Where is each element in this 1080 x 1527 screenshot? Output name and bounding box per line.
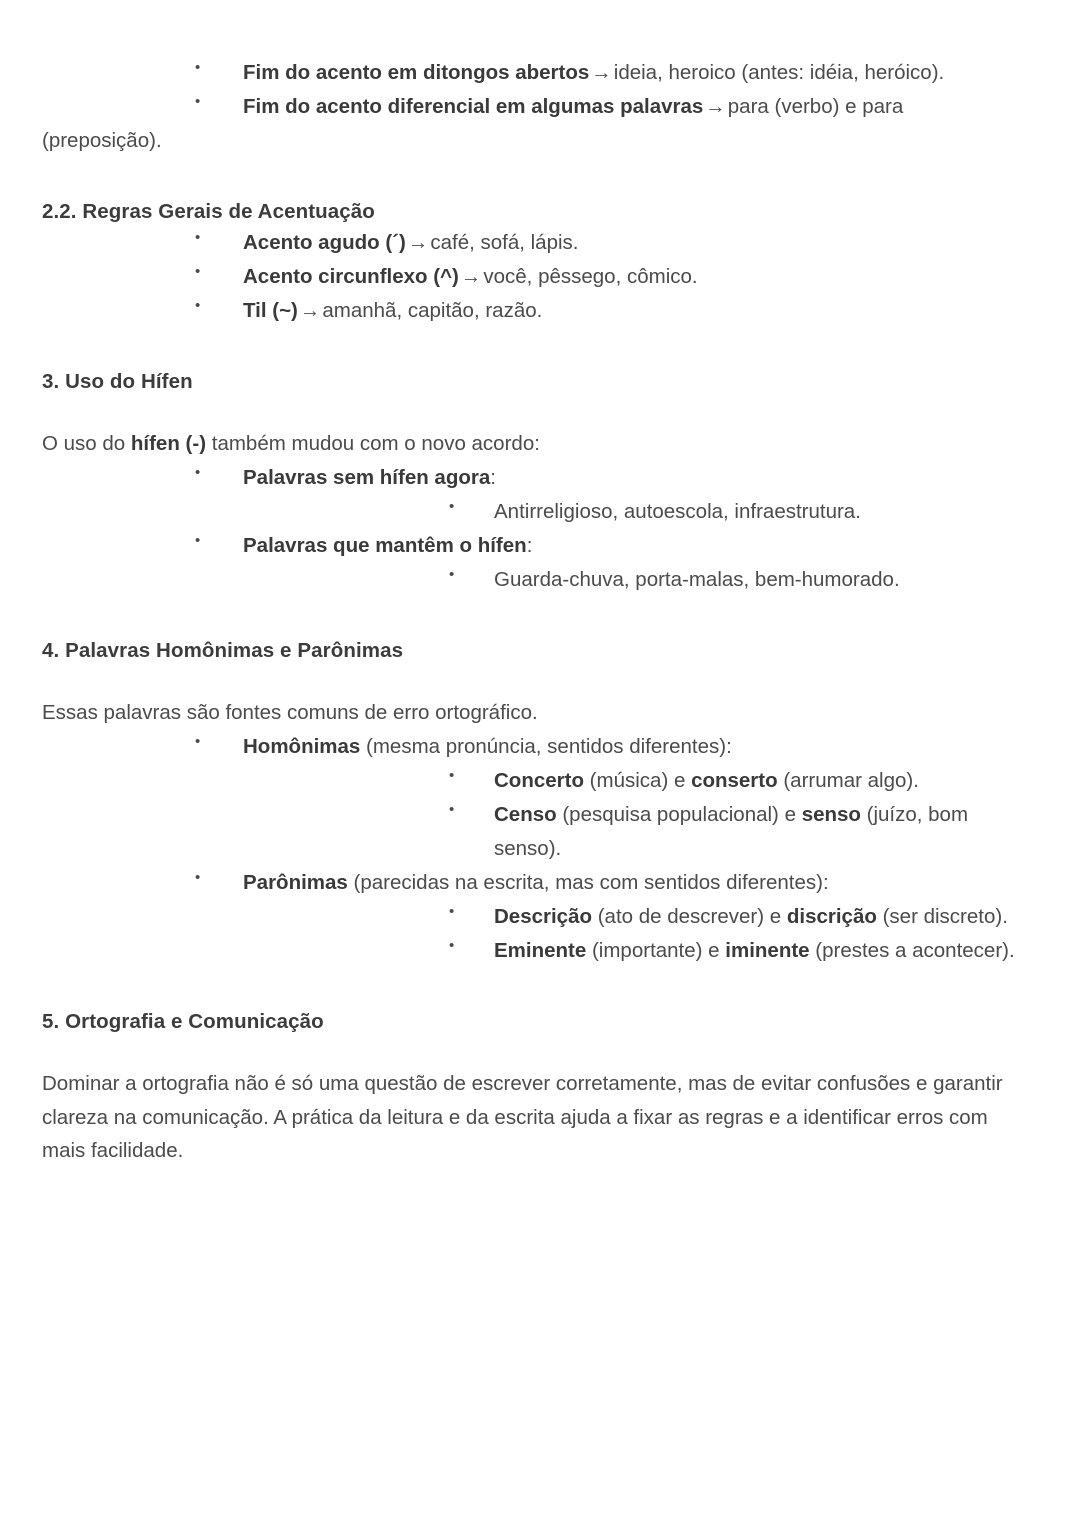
heading-homonimas-paronimas: 4. Palavras Homônimas e Parônimas — [42, 638, 404, 662]
bullet-item-acento-diferencial — [243, 95, 903, 118]
bullet-rest-text: : — [490, 465, 496, 489]
term-iminente: iminente — [725, 938, 810, 962]
bullet-item-acento-agudo — [243, 231, 578, 254]
list-item — [243, 764, 1032, 798]
heading-regras-gerais: 2.2. Regras Gerais de Acentuação — [42, 200, 375, 224]
bullet-dot-icon: • — [449, 936, 455, 954]
bullet-lead-text: Parônimas — [243, 870, 348, 894]
concerto-text-2: (arrumar algo). — [777, 768, 919, 792]
bullet-rest-text: (parecidas na escrita, mas com sentidos diferentes): — [347, 870, 829, 894]
concerto-text-1: (música) e — [583, 768, 692, 792]
bullet-rest-text: : — [526, 533, 533, 557]
bullet-rest-text: café, sofá, lápis. — [430, 230, 579, 254]
list-item — [42, 294, 1032, 328]
hifen-intro-pre: O uso do — [42, 432, 131, 456]
term-senso: senso — [801, 802, 861, 826]
bullet-item-sem-hifen — [243, 466, 496, 489]
bullet-dot-icon: • — [449, 902, 455, 920]
list-item — [243, 900, 1032, 934]
bullet-item-homonimas — [243, 735, 732, 758]
bullet-item-descricao — [494, 905, 1008, 928]
list-item — [243, 934, 1032, 968]
bullet-sublist-sem-hifen — [243, 495, 1032, 529]
hifen-intro-bold: hífen (-) — [130, 432, 207, 456]
bullet-item-eminente — [494, 939, 1015, 962]
spacer — [42, 328, 1032, 368]
bullet-dot-icon: • — [449, 800, 455, 818]
bullet-dot-icon: • — [449, 766, 455, 784]
paragraph-comunicacao: Dominar a ortografia não é só uma questão de escrever corretamente, mas de evitar confusões e garantir clareza na comunicação. A prática da leitura e da escrita ajuda a fixar as regras e a identificar erros com mais facilidade. — [42, 1072, 1003, 1162]
bullet-item-com-hifen — [243, 534, 532, 557]
arrow-icon: → — [460, 264, 482, 288]
term-censo: Censo — [494, 802, 557, 826]
spacer — [42, 1035, 1032, 1067]
bullet-list-hifen — [42, 461, 1032, 597]
bullet-dot-icon: • — [449, 497, 455, 515]
list-item — [42, 730, 1032, 866]
term-concerto: Concerto — [494, 768, 584, 792]
bullet-list-regras-acentuacao — [42, 226, 1032, 328]
bullet-lead-text: Homônimas — [243, 734, 361, 758]
bullet-continuation-line: (preposição). — [42, 129, 162, 153]
bullet-dot-icon: • — [195, 59, 201, 76]
list-item — [42, 56, 1032, 90]
heading-uso-do-hifen: 3. Uso do Hífen — [42, 369, 193, 393]
bullet-rest-text: para (verbo) e para — [727, 95, 904, 119]
bullet-rest-text: você, pêssego, cômico. — [483, 264, 698, 288]
term-conserto: conserto — [691, 768, 778, 792]
bullet-lead-text: Acento agudo (´) — [243, 230, 406, 254]
bullet-dot-icon: • — [195, 228, 201, 246]
term-discricao: discrição — [786, 904, 877, 928]
bullet-item-concerto — [494, 769, 919, 792]
bullet-sublist-paronimas — [243, 900, 1032, 968]
bullet-dot-icon: • — [195, 732, 201, 750]
eminente-text-1: (importante) e — [586, 938, 726, 962]
bullet-item-sem-hifen-exemplos: Antirreligioso, autoescola, infraestrutura. — [494, 499, 861, 523]
bullet-list-acentos-abolidos — [42, 56, 1032, 158]
bullet-sublist-com-hifen — [243, 563, 1032, 597]
bullet-item-acento-circunflexo — [243, 265, 698, 288]
bullet-lead-text: Palavras sem hífen agora — [243, 465, 491, 489]
arrow-icon: → — [591, 61, 612, 84]
heading-ortografia-comunicacao: 5. Ortografia e Comunicação — [42, 1009, 324, 1033]
bullet-item-ditongos — [243, 61, 944, 84]
descricao-text-2: (ser discreto). — [876, 904, 1008, 928]
list-item — [42, 260, 1032, 294]
spacer — [42, 664, 1032, 696]
hifen-intro-post: também mudou com o novo acordo: — [206, 432, 540, 456]
bullet-list-homonimas-paronimas — [42, 730, 1032, 968]
term-descricao: Descrição — [494, 904, 593, 928]
spacer — [42, 395, 1032, 427]
bullet-sublist-homonimas — [243, 764, 1032, 866]
list-item — [243, 798, 1032, 866]
list-item — [42, 90, 1032, 158]
list-item — [42, 529, 1032, 597]
bullet-item-censo — [494, 803, 968, 860]
bullet-dot-icon: • — [195, 262, 201, 280]
paragraph-homonimas-intro: Essas palavras são fontes comuns de erro ortográfico. — [42, 701, 538, 725]
list-item — [42, 461, 1032, 529]
descricao-text-1: (ato de descrever) e — [592, 904, 787, 928]
censo-text-1: (pesquisa populacional) e — [556, 802, 802, 826]
list-item — [243, 495, 1032, 529]
bullet-rest-text: (mesma pronúncia, sentidos diferentes): — [360, 734, 732, 758]
paragraph-hifen-intro — [42, 427, 1032, 460]
bullet-dot-icon: • — [195, 93, 201, 111]
bullet-lead-text: Palavras que mantêm o hífen — [243, 533, 527, 557]
bullet-item-til — [243, 299, 542, 322]
censo-text-2: (juízo, bom senso). — [494, 802, 969, 860]
list-item — [42, 866, 1032, 968]
term-eminente: Eminente — [494, 938, 587, 962]
bullet-lead-text: Fim do acento em ditongos abertos — [243, 61, 590, 84]
bullet-lead-text: Acento circunflexo (^) — [243, 264, 459, 288]
bullet-dot-icon: • — [449, 565, 455, 583]
arrow-icon: → — [705, 95, 726, 119]
spacer — [42, 597, 1032, 637]
list-item — [243, 563, 1032, 597]
arrow-icon: → — [299, 298, 321, 322]
list-item — [42, 226, 1032, 260]
bullet-dot-icon: • — [195, 531, 201, 549]
bullet-rest-text: ideia, heroico (antes: idéia, heróico). — [613, 61, 945, 84]
bullet-dot-icon: • — [195, 463, 201, 481]
bullet-item-paronimas — [243, 871, 829, 894]
spacer — [42, 158, 1032, 198]
bullet-dot-icon: • — [195, 868, 201, 886]
eminente-text-2: (prestes a acontecer). — [809, 938, 1015, 962]
bullet-lead-text: Fim do acento diferencial em algumas palavras — [243, 95, 704, 119]
bullet-rest-text: amanhã, capitão, razão. — [322, 298, 543, 322]
bullet-item-com-hifen-exemplos: Guarda-chuva, porta-malas, bem-humorado. — [494, 567, 900, 591]
arrow-icon: → — [407, 230, 429, 254]
bullet-dot-icon: • — [195, 296, 201, 314]
bullet-lead-text: Til (~) — [243, 298, 298, 322]
spacer — [42, 968, 1032, 1008]
